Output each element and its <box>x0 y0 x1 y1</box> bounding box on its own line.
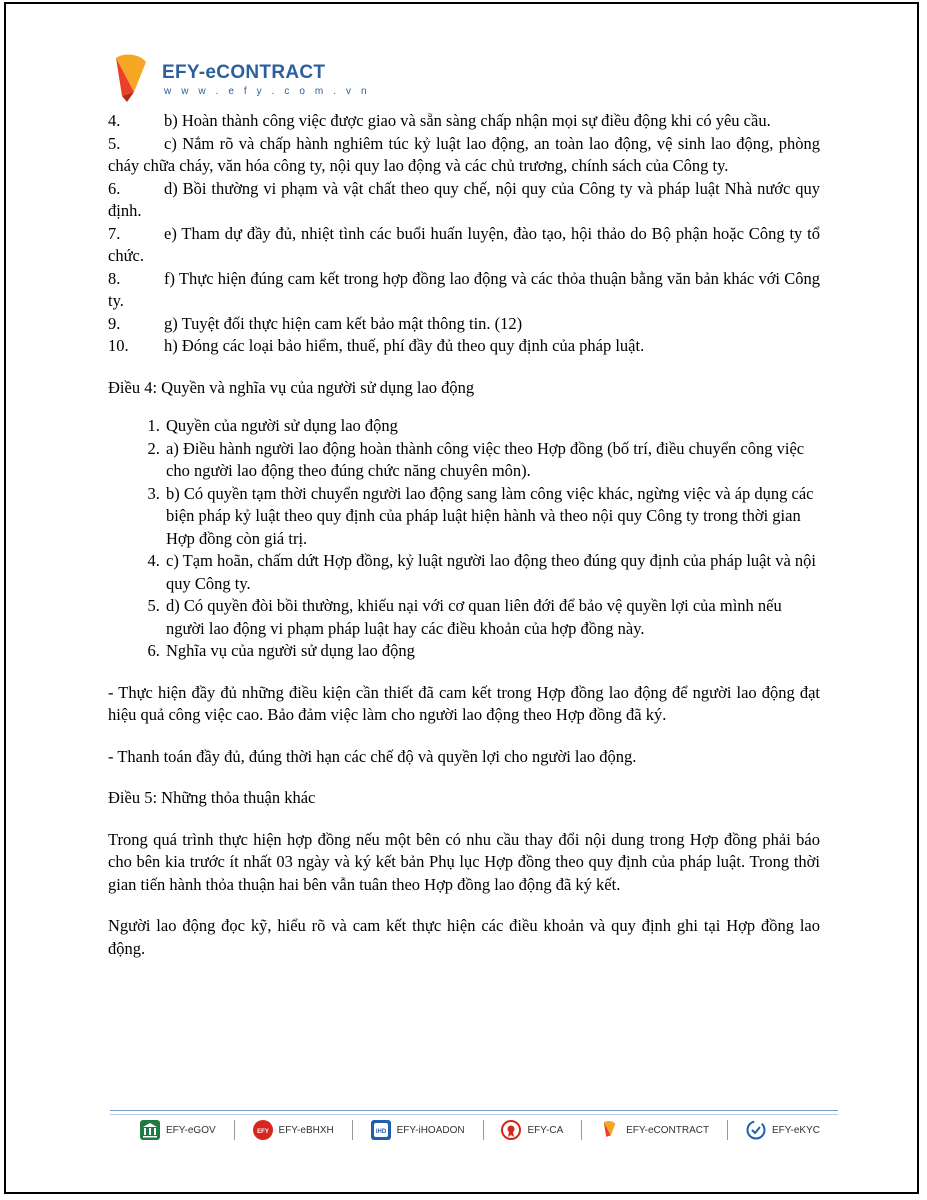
article-5-paragraph: Người lao động đọc kỹ, hiểu rõ và cam kết thực hiện các điều khoản và quy định ghi tại Hợp đồng lao động. <box>108 916 820 958</box>
list-item: 6. d) Bồi thường vi phạm và vật chất theo quy chế, nội quy của Công ty và pháp luật Nhà nước quy định. <box>108 178 820 220</box>
list-item: 4. b) Hoàn thành công việc được giao và sẵn sàng chấp nhận mọi sự điều động khi có yêu cầu. <box>108 111 771 130</box>
header-logo <box>110 52 370 104</box>
list-item: 10. h) Đóng các loại bảo hiểm, thuế, phí đầy đủ theo quy định của pháp luật. <box>108 336 645 355</box>
invoice-icon <box>371 1120 391 1140</box>
footer-brands <box>140 1118 820 1142</box>
article-4-list <box>108 415 820 663</box>
brand-ekyc: EFY-eKYC <box>746 1120 820 1140</box>
svg-text:EFY: EFY <box>256 1129 269 1135</box>
svg-text:iHD: iHD <box>375 1129 386 1135</box>
brand-econtract: EFY-eCONTRACT <box>600 1120 709 1140</box>
identity-check-icon <box>746 1120 766 1140</box>
list-item: 1. Quyền của người sử dụng lao động <box>164 415 820 438</box>
article-4-paragraph: - Thanh toán đầy đủ, đúng thời hạn các chế độ và quyền lợi cho người lao động. <box>108 746 637 766</box>
list-item: 4. c) Tạm hoãn, chấm dứt Hợp đồng, kỷ luật người lao động theo đúng quy định của pháp luật và nội quy Công ty. <box>164 550 820 595</box>
list-item: 6. Nghĩa vụ của người sử dụng lao động <box>164 640 820 663</box>
footer-separator <box>352 1120 353 1140</box>
list-item: 5. d) Có quyền đòi bồi thường, khiếu nại với cơ quan liên đới để bảo vệ quyền lợi của mình nếu người lao động vi phạm pháp luật hay các điều khoản của hợp đồng này. <box>164 595 820 640</box>
footer-separator <box>727 1120 728 1140</box>
brand-ca: EFY-CA <box>501 1120 563 1140</box>
list-item: 9. g) Tuyệt đối thực hiện cam kết bảo mật thông tin. (12) <box>108 313 523 333</box>
efy-pen-logo-icon <box>600 1120 620 1140</box>
brand-egov: EFY-eGOV <box>140 1120 216 1140</box>
article-4-paragraph: - Thực hiện đầy đủ những điều kiện cần thiết đã cam kết trong Hợp đồng lao động để người lao động đạt hiệu quả công việc cao. Bảo đảm việc làm cho người lao động theo Hợp đồng đã ký. <box>108 682 820 724</box>
digital-signature-icon <box>501 1120 521 1140</box>
brand-ebhxh: EFY EFY-eBHXH <box>253 1120 334 1140</box>
footer-separator <box>234 1120 235 1140</box>
list-item: 2. a) Điều hành người lao động hoàn thành công việc theo Hợp đồng (bố trí, điều chuyển công việc cho người lao động theo đúng chức năng chuyên môn). <box>164 438 820 483</box>
footer-separator <box>581 1120 582 1140</box>
article-4-heading: Điều 4: Quyền và nghĩa vụ của người sử dụng lao động <box>108 377 475 397</box>
article-5-paragraph: Trong quá trình thực hiện hợp đồng nếu một bên có nhu cầu thay đổi nội dung trong Hợp đồng phải báo cho bên kia trước ít nhất 03 ngày và ký kết bản Phụ lục Hợp đồng theo quy định của pháp luật. Trong thời gian tiến hành thỏa thuận hai bên vẫn tuân theo Hợp đồng lao động đã ký kết. <box>108 829 820 894</box>
document-body <box>108 110 820 960</box>
footer-divider <box>110 1114 838 1115</box>
logo-url: w w w . e f y . c o m . v n <box>164 86 371 97</box>
logo-title: EFY-eCONTRACT <box>162 62 326 83</box>
article-5-heading: Điều 5: Những thỏa thuận khác <box>108 788 316 807</box>
duties-list <box>108 110 820 358</box>
list-item: 7. e) Tham dự đầy đủ, nhiệt tình các buổi huấn luyện, đào tạo, hội thảo do Bộ phận hoặc Công ty tổ chức. <box>108 223 820 265</box>
brand-ihoadon: iHD EFY-iHOADON <box>371 1120 465 1140</box>
list-item: 3. b) Có quyền tạm thời chuyển người lao động sang làm công việc khác, ngừng việc và áp dụng các biện pháp kỷ luật theo quy định của pháp luật hiện hành và theo nội quy Công ty trong thời gian Hợp đồng còn giá trị. <box>164 483 820 551</box>
list-item: 5. c) Nắm rõ và chấp hành nghiêm túc kỷ luật lao động, an toàn lao động, vệ sinh lao động, phòng cháy chữa cháy, văn hóa công ty, nội quy lao động và các chủ trương, chính sách của Công ty. <box>108 133 820 175</box>
list-item: 8. f) Thực hiện đúng cam kết trong hợp đồng lao động và các thỏa thuận bằng văn bản khác với Công ty. <box>108 268 820 310</box>
efy-pen-logo-icon <box>110 52 154 104</box>
government-building-icon <box>140 1120 160 1140</box>
efy-badge-icon <box>253 1120 273 1140</box>
footer-divider <box>110 1110 838 1111</box>
footer-separator <box>483 1120 484 1140</box>
